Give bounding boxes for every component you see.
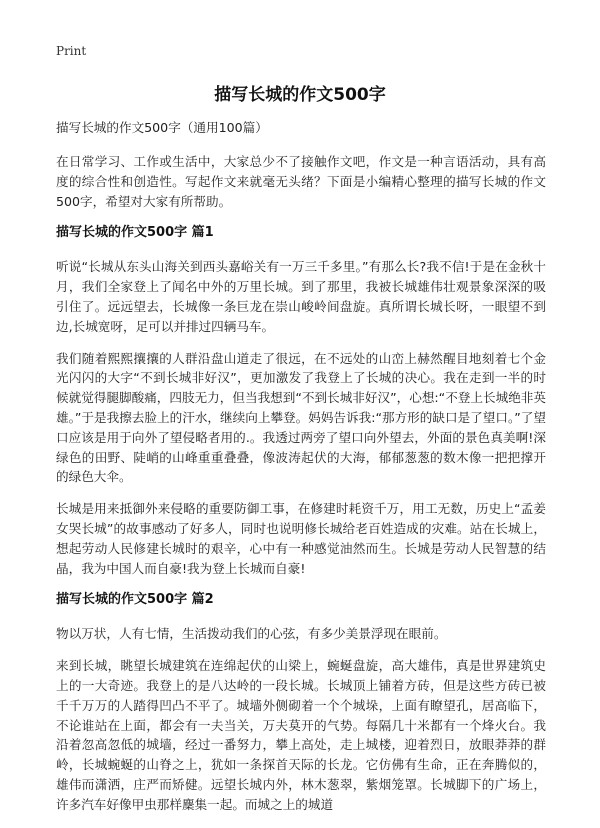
section-paragraph: 长城是用来抵御外来侵略的重要防御工事，在修建时耗资千万，用工无数，历史上“孟姜女哭长城”的故事感动了好多人，同时也说明修长城给老百姓造成的灾难。站在长城上，想起劳动人民修建长城时的艰辛，心中有一种感觉油然而生。长城是劳动人民智慧的结晶，我为中国人而自豪!我为登上长城而自豪! [56,501,546,576]
section-heading: 描写长城的作文500字 篇1 [56,225,214,241]
section-paragraph: 来到长城，眺望长城建筑在连绵起伏的山梁上，蜿蜒盘旋，高大雄伟，真是世界建筑史上的一大奇迹。我登上的是八达岭的一段长城。长城顶上铺着方砖，但是这些方砖已被千千万万的人踏得凹凸不平了。城墙外侧砌着一个个城垛，上面有瞭望孔，居高临下，不论谁站在上面，都会有一夫当关，万夫莫开的气势。每隔几十米都有一个烽火台。我沿着忽高忽低的城墙，经过一番努力，攀上高处，走上城楼，迎着烈日，放眼莽莽的群岭，长城蜿蜒的山脊之上，犹如一条探首天际的长龙。它仿佛有生命，正在奔腾似的，雄伟而潇洒，庄严而矫健。远望长城内外，林木葱翠，紫烟笼罩。长城脚下的广场上，许多汽车好像甲虫那样麇集一起。而城之上的城道 [56,658,546,812]
print-link[interactable]: Print [56,44,87,58]
section-1 [56,223,546,578]
article-subtitle: 描写长城的作文500字（通用100篇） [56,120,268,135]
page-title: 描写长城的作文500字 [214,85,386,105]
section-paragraph: 物以万状，人有七情，生活拨动我们的心弦，有多少美景浮现在眼前。 [56,626,447,642]
section-paragraph: 听说“长城从东头山海关到西头嘉峪关有一万三千多里。”有那么长?我不信!于是在金秋十月，我们全家登上了闻名中外的万里长城。到了那里，我被长城雄伟壮观景象深深的吸引住了。远远望去，长城像一条巨龙在崇山峻岭间盘旋。真所谓长城长呀，一眼望不到边,长城宽呀，足可以并排过四辆马车。 [56,259,546,334]
article-body [56,118,546,827]
section-heading: 描写长城的作文500字 篇2 [56,592,214,608]
section-paragraph: 我们随着熙熙攘攘的人群沿盘山道走了很远，在不远处的山峦上赫然醒目地刻着七个金光闪闪的大字“不到长城非好汉”，更加激发了我登上了长城的决心。我在走到一半的时候就觉得腿脚酸痛，四肢无力，但当我想到“不到长城非好汉”，心想:“不登上长城绝非英雄。”于是我擦去脸上的汗水，继续向上攀登。妈妈告诉我:“那方形的缺口是了望口。”了望口应该是用于向外了望侵略者用的.。我透过两旁了望口向外望去，外面的景色真美啊!深绿色的田野、陡峭的山峰重重叠叠，像波涛起伏的大海，郁郁葱葱的数木像一把把撑开的绿色大伞。 [56,350,546,485]
intro-paragraph: 在日常学习、工作或生活中，大家总少不了接触作文吧，作文是一种言语活动，具有高度的综合性和创造性。写起作文来就毫无头绪？下面是小编精心整理的描写长城的作文500字，希望对大家有所帮助。 [56,154,546,209]
section-2 [56,590,546,814]
